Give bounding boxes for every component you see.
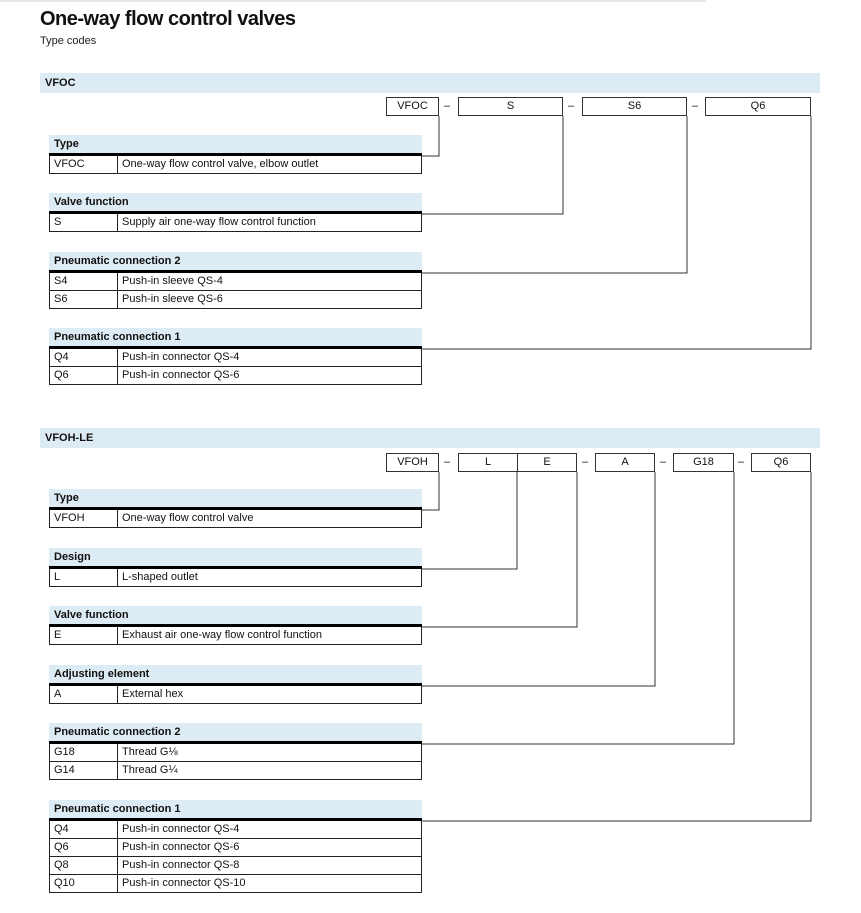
- row-code: Q6: [50, 839, 118, 856]
- row-description: One-way flow control valve, elbow outlet: [122, 158, 319, 170]
- row-description: Push-in connector QS-8: [122, 859, 240, 871]
- row-code: S4: [50, 273, 118, 290]
- connector-line: [422, 472, 577, 627]
- row-code: VFOC: [50, 156, 118, 173]
- group-heading: Valve function: [49, 193, 422, 214]
- row-description: L-shaped outlet: [122, 571, 198, 583]
- row-code: A: [50, 686, 118, 703]
- row-description: Push-in sleeve QS-4: [122, 275, 223, 287]
- code-box-design: L: [458, 453, 518, 472]
- row-description: External hex: [122, 688, 184, 700]
- code-box-valve-function: E: [517, 453, 577, 472]
- row-code: S: [50, 214, 118, 231]
- row-code: VFOH: [50, 510, 118, 527]
- row-description: Exhaust air one-way flow control function: [122, 629, 322, 641]
- row-description: Push-in connector QS-6: [122, 841, 240, 853]
- row-description: Thread G¼: [122, 764, 178, 776]
- row-code: S6: [50, 291, 118, 308]
- code-box-adjusting-element: A: [595, 453, 655, 472]
- group-heading: Adjusting element: [49, 665, 422, 686]
- connector-line: [422, 472, 811, 821]
- row-description: Push-in connector QS-10: [122, 877, 246, 889]
- code-box-pneumatic-connection-1: Q6: [751, 453, 811, 472]
- connector-line: [422, 116, 439, 156]
- code-separator: –: [660, 456, 667, 468]
- code-box-valve-function: S: [458, 97, 563, 116]
- code-separator: –: [568, 100, 575, 112]
- row-code: Q4: [50, 349, 118, 366]
- row-description: Supply air one-way flow control function: [122, 216, 316, 228]
- code-separator: –: [738, 456, 745, 468]
- connector-line: [422, 472, 517, 569]
- row-description: Push-in connector QS-4: [122, 351, 240, 363]
- code-separator: –: [582, 456, 589, 468]
- row-code: Q6: [50, 367, 118, 384]
- section-header-vfoc: VFOC: [40, 73, 820, 93]
- connector-line: [422, 472, 734, 744]
- row-code: Q4: [50, 821, 118, 838]
- code-separator: –: [444, 456, 451, 468]
- group-heading: Valve function: [49, 606, 422, 627]
- row-description: Push-in connector QS-6: [122, 369, 240, 381]
- row-code: L: [50, 569, 118, 586]
- group-heading: Pneumatic connection 1: [49, 800, 422, 821]
- group-heading: Pneumatic connection 2: [49, 723, 422, 744]
- connector-line: [422, 116, 563, 214]
- code-box-type: VFOC: [386, 97, 439, 116]
- row-code: E: [50, 627, 118, 644]
- connector-line: [422, 116, 687, 273]
- code-separator: –: [692, 100, 699, 112]
- group-heading: Pneumatic connection 2: [49, 252, 422, 273]
- connector-line: [422, 116, 811, 349]
- code-box-type: VFOH: [386, 453, 439, 472]
- code-box-pneumatic-connection-2: S6: [582, 97, 687, 116]
- row-description: Thread G⅛: [122, 746, 178, 758]
- row-description: Push-in connector QS-4: [122, 823, 240, 835]
- row-description: Push-in sleeve QS-6: [122, 293, 223, 305]
- group-heading: Type: [49, 489, 422, 510]
- row-code: Q10: [50, 875, 118, 892]
- row-code: Q8: [50, 857, 118, 874]
- page-title: One-way flow control valves: [40, 8, 296, 30]
- code-box-pneumatic-connection-1: Q6: [705, 97, 811, 116]
- group-heading: Design: [49, 548, 422, 569]
- group-heading: Pneumatic connection 1: [49, 328, 422, 349]
- row-description: One-way flow control valve: [122, 512, 254, 524]
- group-heading: Type: [49, 135, 422, 156]
- code-box-pneumatic-connection-2: G18: [673, 453, 734, 472]
- page-subtitle: Type codes: [40, 35, 97, 47]
- row-code: G14: [50, 762, 118, 779]
- code-separator: –: [444, 100, 451, 112]
- section-header-vfoh-le: VFOH-LE: [40, 428, 820, 448]
- connector-line: [422, 472, 655, 686]
- connector-line: [422, 472, 439, 510]
- row-code: G18: [50, 744, 118, 761]
